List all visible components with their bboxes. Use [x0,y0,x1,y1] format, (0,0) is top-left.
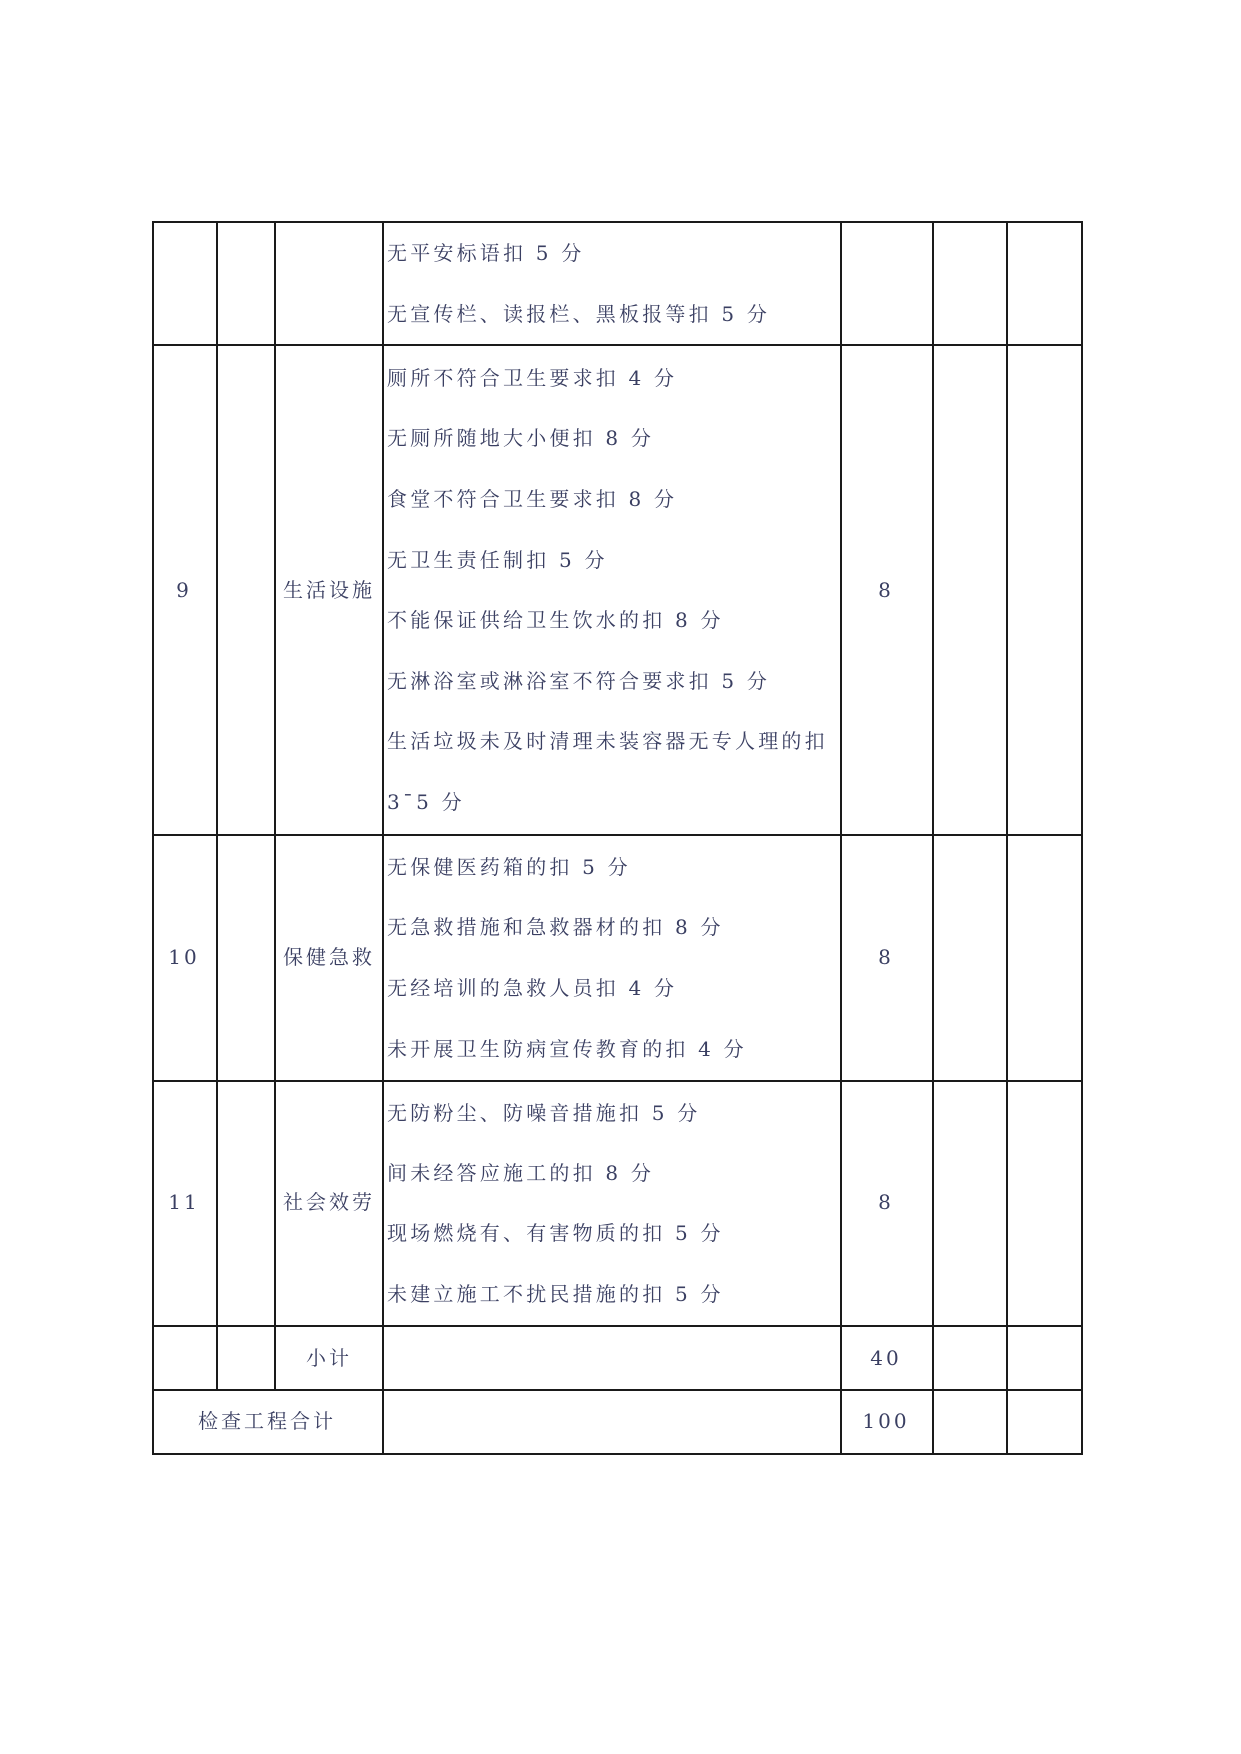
row-divider [152,1325,1083,1327]
category-label: 保健急救 [283,945,375,969]
row-divider [152,344,1083,346]
deduction-item: 未开展卫生防病宣传教育的扣 4 分 [387,1037,747,1061]
deduction-item: 无淋浴室或淋浴室不符合要求扣 5 分 [387,669,771,693]
deduction-item: 现场燃烧有、有害物质的扣 5 分 [387,1221,724,1245]
deduction-item: 无防粉尘、防噪音措施扣 5 分 [387,1101,701,1125]
row-number: 10 [168,945,200,969]
deduction-item: 无卫生责任制扣 5 分 [387,548,608,572]
subtotal-label: 小计 [306,1346,352,1370]
row-number: 9 [176,578,192,602]
deduction-item: 不能保证供给卫生饮水的扣 8 分 [387,608,724,632]
deduction-item: 食堂不符合卫生要求扣 8 分 [387,487,678,511]
col-divider [932,221,934,1455]
row-divider [152,1080,1083,1082]
row-number: 11 [168,1190,200,1214]
deduction-item: 未建立施工不扰民措施的扣 5 分 [387,1282,724,1306]
deduction-item: 无保健医药箱的扣 5 分 [387,855,631,879]
deduction-item: 无急救措施和急救器材的扣 8 分 [387,915,724,939]
score-value: 8 [878,1190,894,1214]
deduction-item: 无平安标语扣 5 分 [387,241,585,265]
deduction-item: 无经培训的急救人员扣 4 分 [387,976,678,1000]
category-label: 社会效劳 [283,1190,375,1214]
col-divider [216,221,218,1389]
subtotal-score: 40 [870,1346,902,1370]
inspection-table [152,221,1083,1455]
deduction-item: 间未经答应施工的扣 8 分 [387,1161,655,1185]
col-divider [1006,221,1008,1455]
deduction-item: 3¯5 分 [387,790,465,814]
row-divider [152,834,1083,836]
col-divider [382,221,384,1455]
deduction-item: 无宣传栏、读报栏、黑板报等扣 5 分 [387,302,771,326]
col-divider [274,221,276,1389]
category-label: 生活设施 [283,578,375,602]
row-divider [152,1389,1083,1391]
score-value: 8 [878,578,894,602]
deduction-item: 厕所不符合卫生要求扣 4 分 [387,366,678,390]
deduction-item: 无厕所随地大小便扣 8 分 [387,426,655,450]
score-value: 8 [878,945,894,969]
total-score: 100 [862,1409,910,1433]
deduction-item: 生活垃圾未及时清理未装容器无专人理的扣 [387,729,828,753]
total-label: 检查工程合计 [198,1409,336,1433]
col-divider [840,221,842,1455]
